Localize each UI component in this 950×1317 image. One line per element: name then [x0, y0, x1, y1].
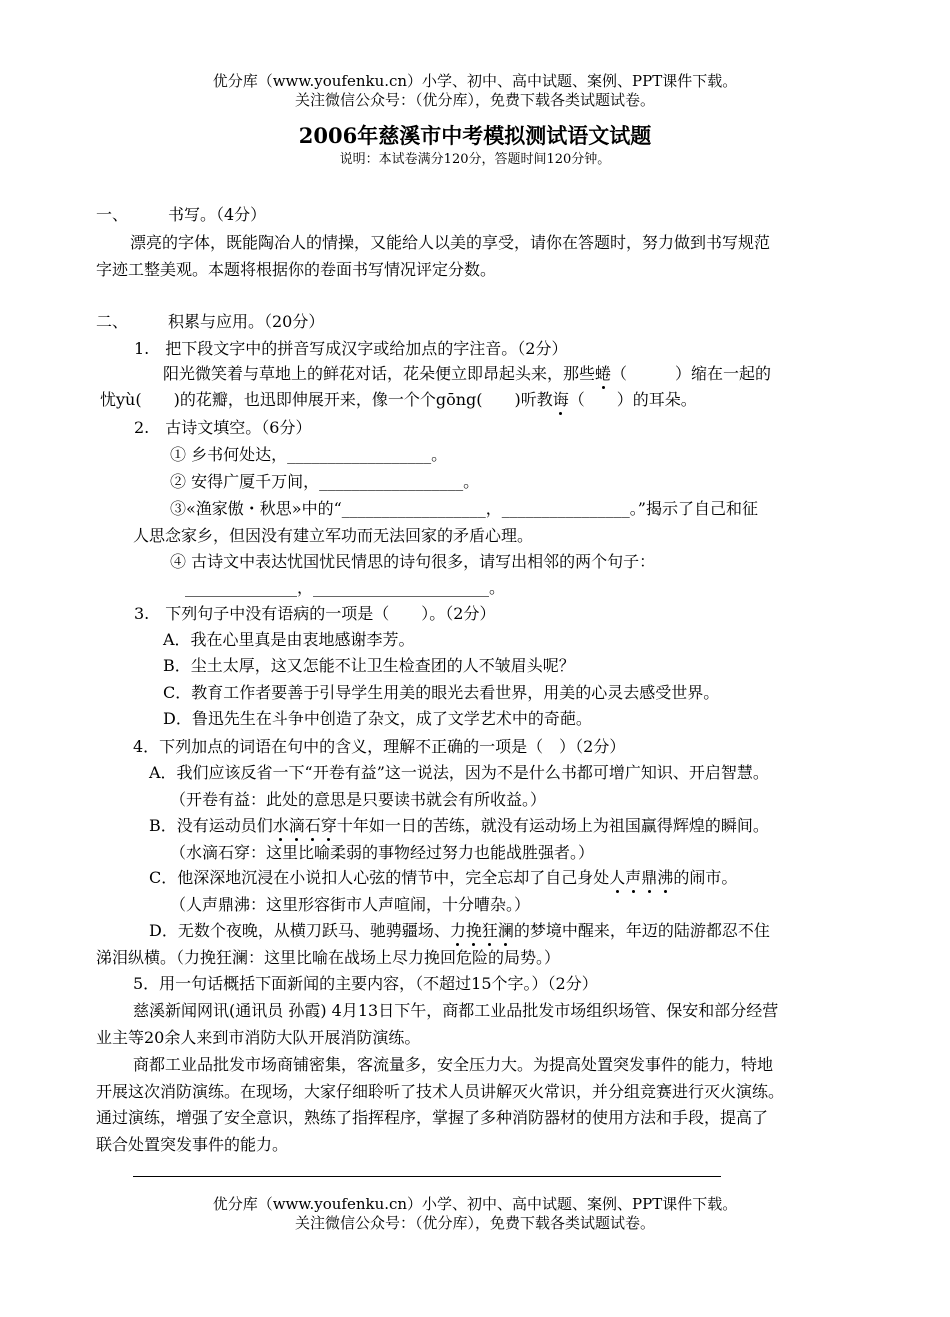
dotted-char: 石	[304, 816, 321, 835]
footer-divider	[133, 1176, 721, 1177]
question-2-stem: 2. 古诗文填空。（6分）	[134, 418, 312, 437]
dotted-char: 诲	[552, 390, 569, 409]
news-paragraph-1: 慈溪新闻网讯(通讯员 孙霞) 4月13日下午，商都工业品批发市场组织场管、保安和部分经营	[133, 1001, 779, 1020]
section-1-paragraph-cont: 字迹工整美观。本题将根据你的卷面书写情况评定分数。	[96, 260, 497, 279]
page-title: 2006年慈溪市中考模拟测试语文试题	[298, 123, 652, 148]
news-paragraph-1-cont: 业主等20余人来到市消防大队开展消防演练。	[96, 1028, 421, 1047]
question-4-option-a: A．我们应该反省一下“开卷有益”这一说法，因为不是什么书都可增广知识、开启智慧。	[149, 763, 769, 782]
question-1-text-line-1: 阳光微笑着与草地上的鲜花对话，花朵便立即昂起头来，那些蜷（ ）缩在一起的	[163, 364, 772, 383]
footer-line-1: 优分库（www.youfenku.cn）小学、初中、高中试题、案例、PPT课件下载。	[212, 1195, 738, 1213]
dotted-char: 挽	[465, 921, 482, 940]
news-paragraph-2-line-3: 通过演练，增强了安全意识，熟练了指挥程序，掌握了多种消防器材的使用方法和手段，提高了	[96, 1108, 769, 1127]
question-2-item-4-blanks: ______________，______________________。	[185, 578, 506, 597]
news-paragraph-2-line-4: 联合处置突发事件的能力。	[96, 1135, 289, 1154]
question-5-stem: 5．用一句话概括下面新闻的主要内容，（不超过15个字。）（2分）	[133, 974, 598, 993]
exam-note: 说明：本试卷满分120分，答题时间120分钟。	[339, 152, 611, 167]
section-1-paragraph: 漂亮的字体，既能陶冶人的情操，又能给人以美的享受，请你在答题时，努力做到书写规范	[130, 233, 771, 252]
question-4-option-d-cont: 涕泪纵横。（力挽狂澜：这里比喻在战场上尽力挽回危险的局势。）	[96, 948, 561, 967]
dotted-char: 水	[272, 816, 289, 835]
question-4-option-d: D．无数个夜晚，从横刀跃马、驰骋疆场、力挽狂澜的梦境中醒来，年迈的陆游都忍不住	[149, 921, 770, 940]
header-line-2: 关注微信公众号：（优分库），免费下载各类试题试卷。	[294, 91, 655, 109]
question-2-item-3: ③«渔家傲・秋思»中的“__________________，________________。”揭示了自己和征	[170, 499, 758, 518]
dotted-char: 人	[609, 868, 626, 887]
question-3-stem: 3. 下列句子中没有语病的一项是（ ）。（2分）	[134, 604, 496, 623]
question-4-stem: 4．下列加点的词语在句中的含义，理解不正确的一项是（ ）（2分）	[133, 737, 626, 756]
dotted-char: 力	[449, 921, 466, 940]
question-4-option-c: C．他深深地沉浸在小说扣人心弦的情节中，完全忘却了自己身处人声鼎沸的闹市。	[149, 868, 738, 887]
question-4-option-a-note: （开卷有益：此处的意思是只要读书就会有所收益。）	[170, 790, 547, 809]
dotted-char: 鼎	[641, 868, 658, 887]
dotted-char: 穿	[320, 816, 337, 835]
news-paragraph-2-line-2: 开展这次消防演练。在现场，大家仔细聆听了技术人员讲解灭火常识，并分组竞赛进行灭火演练。	[96, 1082, 785, 1101]
dotted-char: 狂	[481, 921, 498, 940]
news-paragraph-2: 商都工业品批发市场商铺密集，客流量多，安全压力大。为提高处置突发事件的能力，特地	[133, 1055, 774, 1074]
section-1-heading: 书写。（4分）	[168, 205, 267, 224]
question-3-option-b: B．尘土太厚，这又怎能不让卫生检查团的人不皱眉头呢？	[163, 656, 575, 675]
question-4-option-c-note: （人声鼎沸：这里形容街市人声喧闹，十分嘈杂。）	[170, 895, 531, 914]
question-2-item-2: ② 安得广厦千万间，__________________。	[170, 472, 480, 491]
question-4-option-b: B．没有运动员们水滴石穿十年如一日的苦练，就没有运动场上为祖国赢得辉煌的瞬间。	[149, 816, 769, 835]
section-2-number: 二、	[96, 312, 129, 331]
question-2-item-1: ① 乡书何处达，__________________。	[170, 445, 448, 464]
section-2-heading: 积累与应用。（20分）	[168, 312, 325, 331]
dotted-char: 蜷	[595, 364, 612, 383]
question-4-option-b-note: （水滴石穿：这里比喻柔弱的事物经过努力也能战胜强者。）	[170, 843, 595, 862]
question-2-item-4: ④ 古诗文中表达忧国忧民情思的诗句很多，请写出相邻的两个句子：	[170, 552, 656, 571]
dotted-char: 滴	[288, 816, 305, 835]
section-1-number: 一、	[96, 205, 129, 224]
header-line-1: 优分库（www.youfenku.cn）小学、初中、高中试题、案例、PPT课件下载。	[212, 72, 738, 90]
dotted-char: 澜	[497, 921, 514, 940]
dotted-char: 沸	[657, 868, 674, 887]
question-1-stem: 1. 把下段文字中的拼音写成汉字或给加点的字注音。（2分）	[134, 339, 568, 358]
dotted-char: 声	[625, 868, 642, 887]
question-3-option-c: C．教育工作者要善于引导学生用美的眼光去看世界，用美的心灵去感受世界。	[163, 683, 720, 702]
question-3-option-a: A．我在心里真是由衷地感谢李芳。	[163, 630, 415, 649]
question-1-text-line-2: 忧yù( )的花瓣，也迅即伸展开来，像一个个gōng( )听教诲（ ）的耳朵。	[100, 390, 697, 409]
question-3-option-d: D．鲁迅先生在斗争中创造了杂文，成了文学艺术中的奇葩。	[163, 709, 592, 728]
footer-line-2: 关注微信公众号：（优分库），免费下载各类试题试卷。	[294, 1214, 655, 1232]
question-2-item-3-cont: 人思念家乡，但因没有建立军功而无法回家的矛盾心理。	[133, 526, 534, 545]
